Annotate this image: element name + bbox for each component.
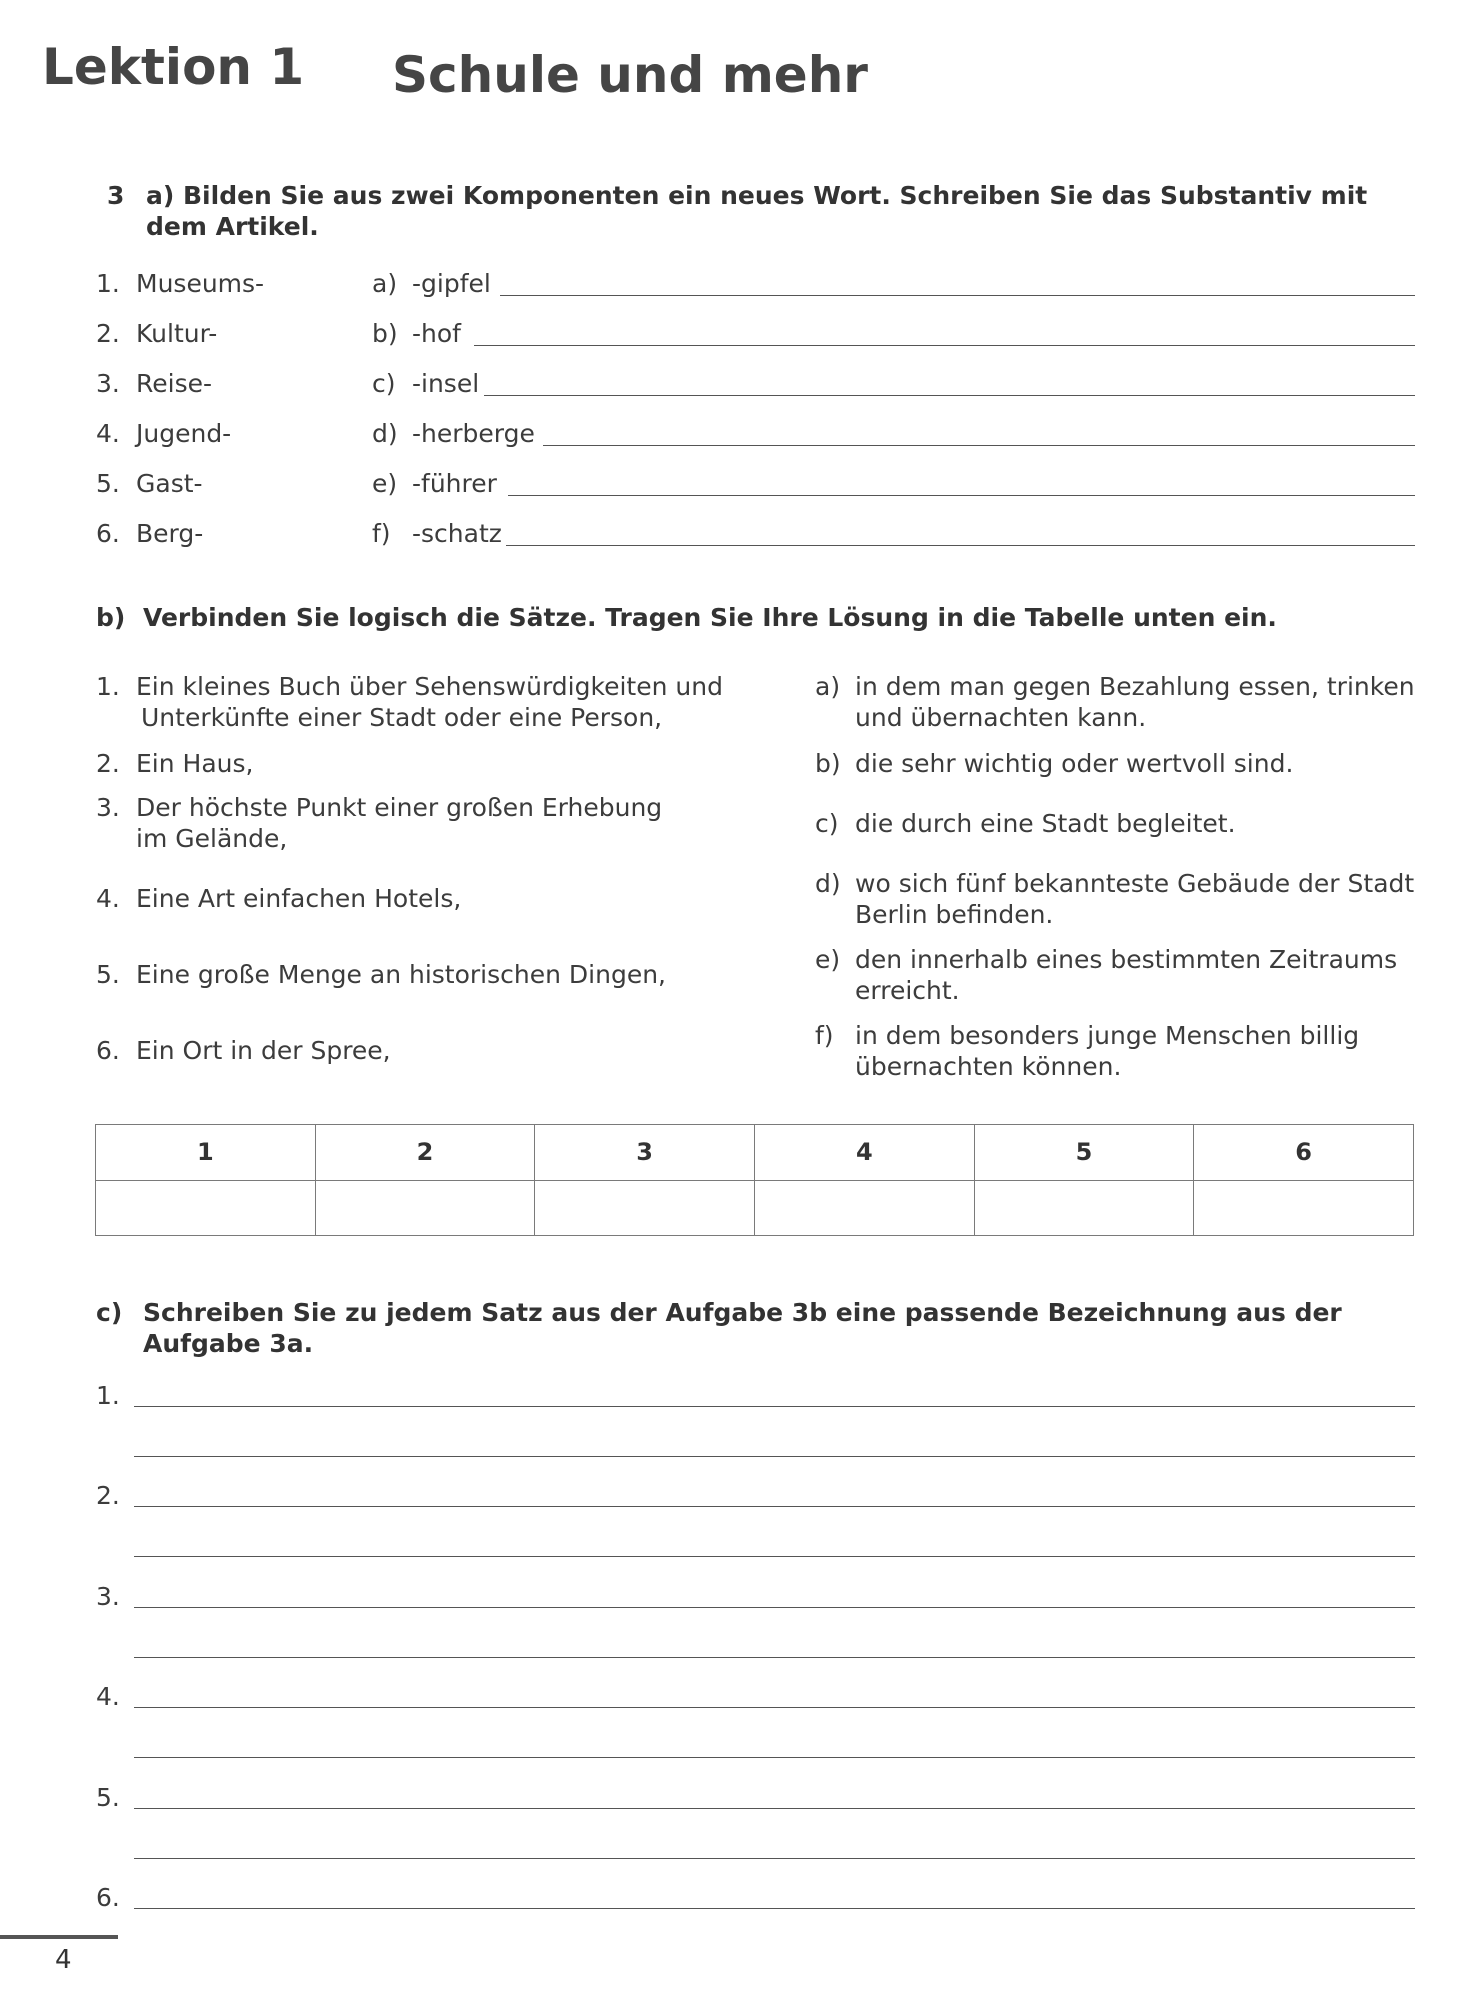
task-a-prefix: Gast- <box>136 469 203 498</box>
solution-header-row <box>96 1125 1414 1181</box>
task-a-prefix: Jugend- <box>136 419 232 448</box>
line-num: 6. <box>96 1883 120 1912</box>
page-number-rule <box>0 1935 118 1939</box>
page-title: Schule und mehr <box>392 46 868 104</box>
sentence-start: Der höchste Punkt einer großen Erhebung <box>136 793 663 822</box>
task-a-suffix: -schatz <box>412 519 502 548</box>
answer-line[interactable] <box>134 1607 1415 1608</box>
answer-line[interactable] <box>134 1657 1415 1658</box>
task-a-instruction: a) Bilden Sie aus zwei Komponenten ein neues Wort. Schreiben Sie das Substantiv mit dem Artikel. <box>146 181 1368 241</box>
task-a-prefix: Museums- <box>136 269 265 298</box>
sentence-end-cont: und übernachten kann. <box>855 703 1147 732</box>
sentence-end: in dem besonders junge Menschen billig <box>855 1021 1360 1050</box>
task-a-num: 5. <box>96 469 120 498</box>
sentence-start: Ein kleines Buch über Sehenswürdigkeiten und <box>136 672 723 701</box>
task-a-num: 3. <box>96 369 120 398</box>
sentence-end-cont: erreicht. <box>855 976 960 1005</box>
task-a-num: 6. <box>96 519 120 548</box>
answer-line[interactable] <box>134 1406 1415 1407</box>
task-a-prefix: Kultur- <box>136 319 218 348</box>
solution-cell[interactable] <box>96 1180 316 1236</box>
task-a-suffix: -gipfel <box>412 269 491 298</box>
task-a-letter: a) <box>372 269 398 298</box>
task-a-letter: d) <box>372 419 398 448</box>
sentence-end: in dem man gegen Bezahlung essen, trinken <box>855 672 1415 701</box>
solution-header: 5 <box>974 1125 1194 1181</box>
sentence-end: die durch eine Stadt begleitet. <box>855 809 1236 838</box>
sentence-num: 6. <box>96 1036 120 1065</box>
page-number: 4 <box>55 1945 72 1975</box>
line-num: 5. <box>96 1783 120 1812</box>
task-a-letter: c) <box>372 369 396 398</box>
task-a-suffix: -hof <box>412 319 461 348</box>
sentence-letter: b) <box>815 749 841 778</box>
task-c-letter: c) <box>96 1298 123 1327</box>
sentence-num: 5. <box>96 960 120 989</box>
answer-line[interactable] <box>134 1908 1415 1909</box>
sentence-letter: f) <box>815 1021 834 1050</box>
answer-line[interactable] <box>508 495 1415 496</box>
line-num: 3. <box>96 1582 120 1611</box>
sentence-start-cont: im Gelände, <box>136 824 288 853</box>
sentence-end-cont: übernachten können. <box>855 1052 1122 1081</box>
solution-cell[interactable] <box>754 1180 974 1236</box>
sentence-start: Ein Ort in der Spree, <box>136 1036 391 1065</box>
sentence-letter: c) <box>815 809 839 838</box>
sentence-end: wo sich fünf bekannteste Gebäude der Stadt <box>855 869 1415 898</box>
answer-line[interactable] <box>500 295 1415 296</box>
sentence-letter: e) <box>815 945 841 974</box>
task-a-num: 4. <box>96 419 120 448</box>
solution-cell[interactable] <box>315 1180 535 1236</box>
solution-cell[interactable] <box>1194 1180 1414 1236</box>
sentence-num: 4. <box>96 884 120 913</box>
sentence-letter: d) <box>815 869 841 898</box>
sentence-start-cont: Unterkünfte einer Stadt oder eine Person, <box>141 703 663 732</box>
task-a-letter: e) <box>372 469 398 498</box>
line-num: 4. <box>96 1682 120 1711</box>
sentence-end: die sehr wichtig oder wertvoll sind. <box>855 749 1294 778</box>
sentence-letter: a) <box>815 672 841 701</box>
task-c-instruction: Schreiben Sie zu jedem Satz aus der Aufgabe 3b eine passende Bezeichnung aus der Aufgabe 3a. <box>143 1298 1342 1358</box>
task-a-suffix: -herberge <box>412 419 535 448</box>
sentence-start: Eine Art einfachen Hotels, <box>136 884 462 913</box>
task-a-letter: b) <box>372 319 398 348</box>
answer-line[interactable] <box>543 445 1415 446</box>
solution-header: 3 <box>535 1125 755 1181</box>
answer-line[interactable] <box>134 1858 1415 1859</box>
sentence-end-cont: Berlin befinden. <box>855 900 1054 929</box>
sentence-num: 1. <box>96 672 120 701</box>
sentence-start: Ein Haus, <box>136 749 254 778</box>
solution-cell[interactable] <box>974 1180 1194 1236</box>
task-b-letter: b) <box>96 603 126 632</box>
answer-line[interactable] <box>134 1707 1415 1708</box>
line-num: 2. <box>96 1481 120 1510</box>
task-a-letter: f) <box>372 519 391 548</box>
solution-header: 6 <box>1194 1125 1414 1181</box>
solution-header: 1 <box>96 1125 316 1181</box>
sentence-start: Eine große Menge an historischen Dingen, <box>136 960 666 989</box>
solution-header: 4 <box>754 1125 974 1181</box>
answer-line[interactable] <box>134 1556 1415 1557</box>
solution-header: 2 <box>315 1125 535 1181</box>
answer-line[interactable] <box>134 1456 1415 1457</box>
solution-answer-row <box>96 1180 1414 1236</box>
sentence-end: den innerhalb eines bestimmten Zeitraums <box>855 945 1398 974</box>
task-a-suffix: -führer <box>412 469 497 498</box>
answer-line[interactable] <box>474 345 1415 346</box>
sentence-num: 3. <box>96 793 120 822</box>
line-num: 1. <box>96 1381 120 1410</box>
answer-line[interactable] <box>134 1506 1415 1507</box>
solution-table <box>95 1124 1414 1236</box>
solution-cell[interactable] <box>535 1180 755 1236</box>
task-a-prefix: Berg- <box>136 519 204 548</box>
task-number: 3 <box>107 181 125 210</box>
answer-line[interactable] <box>484 395 1415 396</box>
task-a-prefix: Reise- <box>136 369 213 398</box>
sentence-num: 2. <box>96 749 120 778</box>
answer-line[interactable] <box>506 545 1415 546</box>
lesson-label: Lektion 1 <box>42 38 305 96</box>
task-a-num: 1. <box>96 269 120 298</box>
answer-line[interactable] <box>134 1757 1415 1758</box>
answer-line[interactable] <box>134 1808 1415 1809</box>
task-a-num: 2. <box>96 319 120 348</box>
task-b-instruction: Verbinden Sie logisch die Sätze. Tragen Sie Ihre Lösung in die Tabelle unten ein. <box>143 603 1277 632</box>
task-a-suffix: -insel <box>412 369 480 398</box>
